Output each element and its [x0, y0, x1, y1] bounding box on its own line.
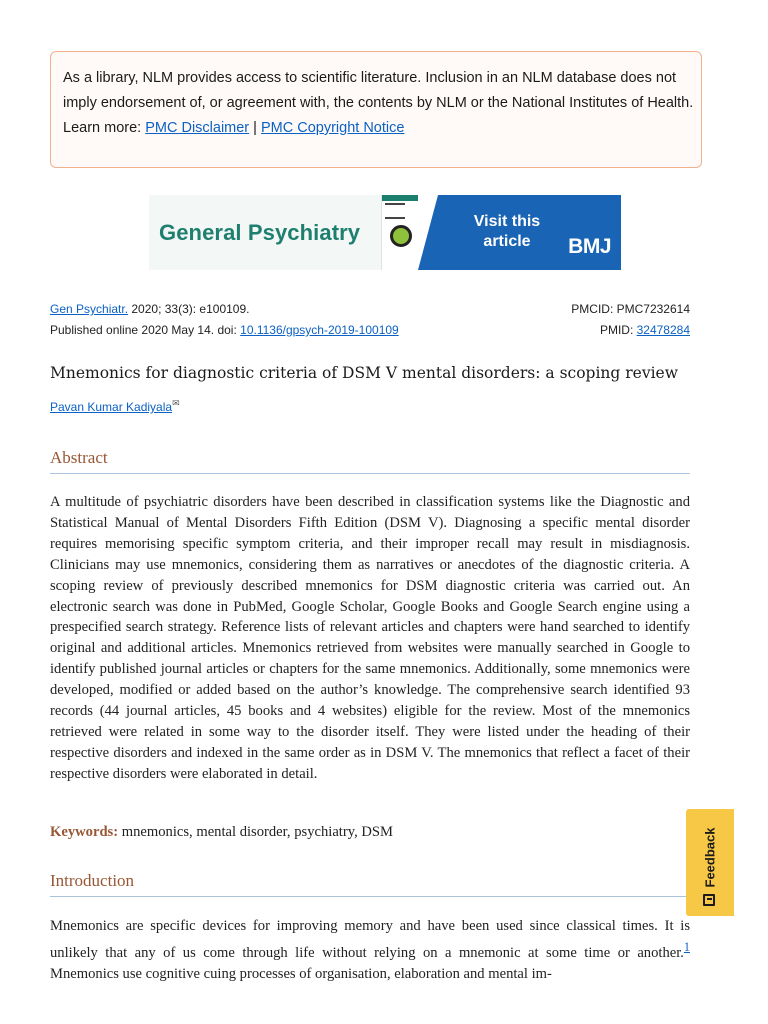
reference-link[interactable]: 1 [683, 939, 690, 954]
feedback-label: Feedback [702, 827, 718, 888]
published-line [50, 323, 690, 337]
citation-line [50, 302, 690, 316]
pmid-block [600, 323, 690, 337]
disclaimer-text: As a library, NLM provides access to scientific literature. Inclusion in an NLM database does not imply endorsement of, or agreement with, the contents by NLM or the National Institutes of Health. [63, 70, 694, 111]
keywords [50, 824, 393, 841]
abstract-text: A multitude of psychiatric disorders have been described in classification systems like the Diagnostic and Statistical Manual of Mental Disorders Fifth Edition (DSM V). Diagnosing a specific mental disorder requires memorising specific symptom criteria, and their improper recall may result in misdiagnosis. Clinicians may use mnemonics, considering them as narratives or anecdotes of the diagnostic criteria. A scoping review of previously described mnemonics for DSM diagnostic criteria was carried out. An electronic search was done in PubMed, Google Scholar, Google Books and Google Search engine using a prespecified search strategy. Reference lists of relevant articles and chapters were hand searched to identify original and additional articles. Mnemonics retrieved from websites were manually searched in Google to identify published journal articles or chapters for the same mnemonics. Additionally, some mnemonics were developed, modified or added based on the author’s knowledge. The comprehensive search identified 93 records (44 journal articles, 45 books and 4 websites) eligible for the review. Most of the mnemonics retrieved were related in some way to the disorder itself. They were listed under the heading of their respective disorders and indexed in the same order as in DSM V. The mnemonics that reflect a facet of their respective disorders were elaborated in detail. [50, 494, 690, 782]
keywords-label: Keywords: [50, 824, 119, 840]
bmj-logo: BMJ [568, 235, 611, 258]
journal-banner[interactable] [149, 195, 621, 270]
doi-link[interactable]: 10.1136/gpsych-2019-100109 [240, 323, 399, 337]
published-text: Published online 2020 May 14. doi: [50, 323, 241, 337]
banner-journal-name: General Psychiatry [149, 195, 381, 270]
pmid-label: PMID: [599, 323, 637, 337]
pmc-copyright-link[interactable]: PMC Copyright Notice [260, 120, 405, 136]
pmcid: PMCID: PMC7232614 [571, 302, 690, 316]
author-line [50, 398, 180, 414]
author-link[interactable]: Pavan Kumar Kadiyala [50, 400, 173, 414]
introduction-heading: Introduction [50, 871, 690, 897]
journal-cover-icon [381, 195, 418, 270]
introduction-text [50, 916, 690, 985]
link-separator: | [253, 120, 257, 136]
article-title: Mnemonics for diagnostic criteria of DSM V mental disorders: a scoping review [50, 364, 678, 382]
citation-details: 2020; 33(3): e100109. [128, 302, 250, 316]
journal-link[interactable]: Gen Psychiatr. [50, 302, 129, 316]
disclaimer-box [50, 51, 702, 168]
abstract-heading: Abstract [50, 448, 690, 474]
feedback-button[interactable] [686, 809, 734, 916]
email-icon[interactable]: ✉ [172, 398, 180, 408]
feedback-icon [703, 894, 715, 906]
pmid-link[interactable]: 32478284 [636, 323, 690, 337]
keywords-text: mnemonics, mental disorder, psychiatry, DSM [118, 824, 394, 840]
learn-more-label: Learn more: [63, 120, 142, 136]
intro-text-2: Mnemonics use cognitive cuing processes of organisation, elaboration and mental im- [50, 965, 552, 982]
banner-divider [418, 195, 438, 270]
banner-cta: Visit this article [473, 213, 541, 250]
pmc-disclaimer-link[interactable]: PMC Disclaimer [145, 120, 250, 136]
banner-visit-panel [438, 195, 621, 270]
intro-text-1: Mnemonics are specific devices for improving memory and have been used since classical times. It is unlikely that any of us come through life without relying on a mnemonic at some time or another. [50, 918, 690, 961]
